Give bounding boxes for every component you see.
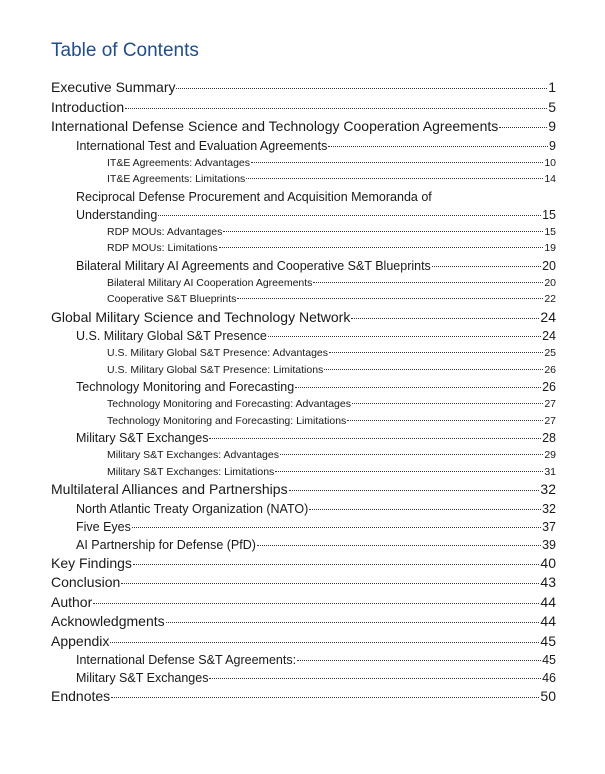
toc-entry-exchanges-advantages[interactable] bbox=[51, 447, 556, 464]
toc-entry-label: Introduction bbox=[51, 98, 125, 115]
toc-entry-ite-limitations[interactable] bbox=[51, 171, 556, 188]
toc-entry-label: Bilateral Military AI Cooperation Agreements bbox=[107, 276, 313, 289]
toc-entry-page: 40 bbox=[540, 554, 556, 571]
toc-entry-page: 9 bbox=[549, 138, 556, 153]
toc-entry-page: 26 bbox=[544, 363, 556, 376]
toc-entry-label: Military S&T Exchanges bbox=[76, 671, 209, 685]
toc-entry-page: 44 bbox=[540, 613, 556, 629]
dot-leader bbox=[275, 471, 543, 472]
toc-entry-page: 20 bbox=[542, 258, 556, 273]
toc-entry-appendix[interactable] bbox=[51, 632, 556, 652]
toc-entry-label: Executive Summary bbox=[51, 79, 176, 95]
toc-entry-tech-monitoring-limitations[interactable] bbox=[51, 413, 556, 430]
dot-leader bbox=[111, 697, 539, 698]
dot-leader bbox=[499, 127, 547, 128]
toc-entry-label: U.S. Military Global S&T Presence: Advantages bbox=[107, 347, 328, 359]
dot-leader bbox=[257, 545, 541, 546]
toc-entry-us-presence-limitations[interactable] bbox=[51, 362, 556, 379]
toc-entry-rdp-mou[interactable] bbox=[51, 188, 556, 224]
dot-leader bbox=[209, 438, 541, 439]
toc-entry-label: Endnotes bbox=[51, 688, 111, 704]
toc-entry-label: Author bbox=[51, 593, 93, 610]
toc-entry-page: 15 bbox=[542, 207, 556, 222]
toc-entry-page: 24 bbox=[542, 329, 556, 343]
toc-entry-label: IT&E Agreements: Advantages bbox=[107, 156, 251, 169]
dot-leader bbox=[268, 336, 541, 337]
toc-entry-executive-summary[interactable] bbox=[51, 78, 556, 98]
toc-entry-page: 10 bbox=[544, 156, 556, 169]
toc-entry-page: 39 bbox=[542, 537, 556, 552]
toc-entry-page: 27 bbox=[544, 398, 556, 410]
toc-entry-page: 27 bbox=[544, 414, 556, 427]
toc-entry-page: 45 bbox=[542, 653, 556, 667]
toc-entry-page: 14 bbox=[544, 173, 556, 185]
dot-leader bbox=[158, 215, 541, 216]
toc-entry-label-line1: Reciprocal Defense Procurement and Acquisition Memoranda of bbox=[76, 189, 432, 204]
toc-entry-ite-advantages[interactable] bbox=[51, 155, 556, 172]
dot-leader bbox=[132, 527, 541, 528]
dot-leader bbox=[289, 490, 540, 491]
toc-entry-page: 25 bbox=[544, 347, 556, 359]
toc-entry-page: 15 bbox=[544, 225, 556, 238]
toc-entry-label: RDP MOUs: Limitations bbox=[107, 242, 218, 254]
toc-entry-ite-agreements[interactable] bbox=[51, 137, 556, 155]
toc-entry-introduction[interactable] bbox=[51, 98, 556, 118]
toc-entry-page: 1 bbox=[548, 79, 556, 95]
toc-entry-military-st-exchanges[interactable] bbox=[51, 429, 556, 447]
dot-leader bbox=[313, 282, 543, 283]
toc-entry-page: 9 bbox=[548, 118, 556, 134]
toc-entry-label: International Defense Science and Technology Cooperation Agreements bbox=[51, 118, 499, 134]
dot-leader bbox=[295, 387, 541, 388]
toc-entry-us-military-global-presence[interactable] bbox=[51, 327, 556, 345]
toc-entry-label: U.S. Military Global S&T Presence bbox=[76, 329, 267, 343]
toc-entry-bilateral-ai[interactable] bbox=[51, 257, 556, 275]
toc-entry-tech-monitoring-advantages[interactable] bbox=[51, 396, 556, 413]
toc-entry-page: 32 bbox=[542, 501, 556, 516]
toc-entry-label: Military S&T Exchanges: Advantages bbox=[107, 449, 279, 461]
dot-leader bbox=[237, 298, 543, 299]
dot-leader bbox=[280, 454, 543, 455]
toc-entry-page: 37 bbox=[542, 519, 556, 534]
toc-entry-page: 28 bbox=[542, 431, 556, 445]
dot-leader bbox=[351, 318, 539, 319]
toc-entry-page: 31 bbox=[544, 465, 556, 478]
toc-entry-five-eyes[interactable] bbox=[51, 518, 556, 536]
toc-entry-page: 43 bbox=[540, 574, 556, 590]
toc-entry-page: 50 bbox=[540, 688, 556, 704]
toc-entry-page: 45 bbox=[540, 632, 556, 649]
toc-entry-label: Acknowledgments bbox=[51, 613, 165, 629]
toc-entry-page: 19 bbox=[544, 242, 556, 254]
toc-entry-page: 46 bbox=[542, 671, 556, 685]
toc-entry-label: Key Findings bbox=[51, 554, 132, 571]
toc-entry-label: North Atlantic Treaty Organization (NATO) bbox=[76, 501, 309, 516]
dot-leader bbox=[251, 162, 543, 163]
dot-leader bbox=[432, 266, 541, 267]
toc-entry-label: Conclusion bbox=[51, 574, 121, 590]
toc-entry-label: AI Partnership for Defense (PfD) bbox=[76, 537, 256, 552]
toc-entry-label: Military S&T Exchanges: Limitations bbox=[107, 465, 275, 478]
toc-entry-label: Five Eyes bbox=[76, 519, 131, 534]
toc-entry-intl-defense-st-agreements[interactable] bbox=[51, 117, 556, 137]
toc-entry-page: 26 bbox=[542, 380, 556, 394]
toc-entry-page: 29 bbox=[544, 449, 556, 461]
toc-list bbox=[51, 78, 556, 707]
toc-entry-page: 24 bbox=[540, 308, 556, 325]
toc-entry-label: Technology Monitoring and Forecasting bbox=[76, 380, 295, 394]
toc-entry-label: Military S&T Exchanges bbox=[76, 431, 209, 445]
dot-leader bbox=[176, 88, 547, 89]
toc-entry-page: 22 bbox=[544, 293, 556, 305]
toc-entry-page: 5 bbox=[548, 98, 556, 115]
toc-entry-page: 20 bbox=[544, 276, 556, 289]
dot-leader bbox=[166, 622, 540, 623]
toc-entry-multilateral-alliances[interactable] bbox=[51, 480, 556, 500]
toc-entry-nato[interactable] bbox=[51, 500, 556, 518]
toc-entry-appendix-intl-agreements[interactable] bbox=[51, 651, 556, 669]
toc-entry-us-presence-advantages[interactable] bbox=[51, 345, 556, 362]
toc-entry-conclusion[interactable] bbox=[51, 573, 556, 593]
dot-leader bbox=[125, 108, 547, 109]
toc-entry-label: Bilateral Military AI Agreements and Cooperative S&T Blueprints bbox=[76, 258, 431, 273]
dot-leader bbox=[352, 403, 543, 404]
toc-entry-label: Global Military Science and Technology Network bbox=[51, 308, 351, 325]
toc-entry-bilateral-ai-cooperation[interactable] bbox=[51, 275, 556, 292]
dot-leader bbox=[309, 509, 541, 510]
toc-entry-global-military-st-network[interactable] bbox=[51, 308, 556, 328]
dot-leader bbox=[223, 231, 543, 232]
toc-entry-label: Multilateral Alliances and Partnerships bbox=[51, 481, 288, 497]
toc-entry-label: RDP MOUs: Advantages bbox=[107, 225, 223, 238]
dot-leader bbox=[329, 352, 543, 353]
toc-entry-acknowledgments[interactable] bbox=[51, 612, 556, 632]
toc-entry-label: Appendix bbox=[51, 632, 110, 649]
dot-leader bbox=[93, 603, 539, 604]
toc-entry-label: International Test and Evaluation Agreements bbox=[76, 138, 328, 153]
toc-entry-label: Cooperative S&T Blueprints bbox=[107, 293, 237, 305]
toc-entry-key-findings[interactable] bbox=[51, 554, 556, 574]
dot-leader bbox=[209, 678, 541, 679]
dot-leader bbox=[133, 564, 539, 565]
dot-leader bbox=[246, 178, 543, 179]
toc-entry-rdp-limitations[interactable] bbox=[51, 240, 556, 257]
toc-entry-page: 32 bbox=[540, 481, 556, 497]
dot-leader bbox=[121, 583, 539, 584]
toc-entry-ai-pfd[interactable] bbox=[51, 536, 556, 554]
toc-entry-label: U.S. Military Global S&T Presence: Limitations bbox=[107, 363, 324, 376]
toc-entry-tech-monitoring[interactable] bbox=[51, 378, 556, 396]
toc-entry-rdp-advantages[interactable] bbox=[51, 224, 556, 241]
toc-entry-appendix-exchanges[interactable] bbox=[51, 669, 556, 687]
dot-leader bbox=[324, 369, 543, 370]
dot-leader bbox=[110, 642, 539, 643]
toc-entry-author[interactable] bbox=[51, 593, 556, 613]
toc-entry-endnotes[interactable] bbox=[51, 687, 556, 707]
toc-entry-exchanges-limitations[interactable] bbox=[51, 464, 556, 481]
dot-leader bbox=[347, 420, 543, 421]
toc-entry-cooperative-st-blueprints[interactable] bbox=[51, 291, 556, 308]
dot-leader bbox=[297, 660, 541, 661]
toc-entry-label: International Defense S&T Agreements: bbox=[76, 653, 297, 667]
dot-leader bbox=[328, 146, 548, 147]
toc-entry-label: IT&E Agreements: Limitations bbox=[107, 173, 246, 185]
toc-entry-page: 44 bbox=[540, 593, 556, 610]
toc-title: Table of Contents bbox=[51, 40, 199, 61]
toc-entry-label: Technology Monitoring and Forecasting: Limitations bbox=[107, 414, 347, 427]
toc-entry-label-line2: Understanding bbox=[76, 207, 158, 222]
toc-entry-label: Technology Monitoring and Forecasting: Advantages bbox=[107, 398, 351, 410]
dot-leader bbox=[219, 247, 544, 248]
